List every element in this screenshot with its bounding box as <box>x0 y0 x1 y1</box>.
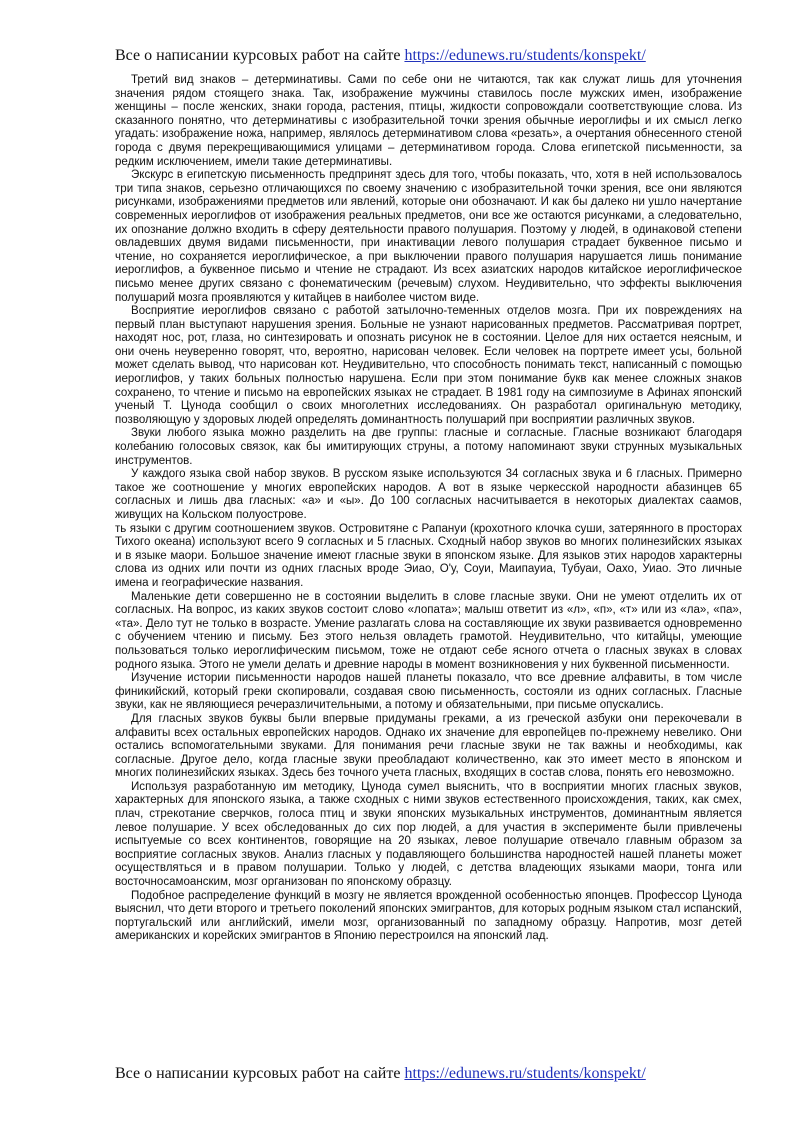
paragraph: Изучение истории письменности народов нашей планеты показало, что все древние алфавиты, в том числе финикийский, который греки скопировали, создавая свою письменность, состояли из одних согласных. Гласные звуки, как не являющиеся речеразличительными, а потому и обязательными, при письме опускались. <box>115 672 742 712</box>
page-footer <box>115 1064 755 1084</box>
footer-link[interactable]: https://edunews.ru/students/konspekt/ <box>404 1065 646 1082</box>
document-body <box>115 74 742 1046</box>
page-header <box>115 46 755 66</box>
paragraph: Используя разработанную им методику, Цунода сумел выяснить, что в восприятии многих гласных звуков, характерных для японского языка, а также сходных с ними звуков естественного происхождения, таких, как смех, плач, стрекотание сверчков, голоса птиц и звуки японских музыкальных инструментов, доминантным является левое полушарие. У всех обследованных до сих пор людей, а для участия в эксперименте были привлечены испытуемые со всех континентов, говорящие на 20 языках, левое полушарие отвечало главным образом за восприятие согласных звуков. Анализ гласных у подавляющего большинства народностей нашей планеты может осуществляться и в правом полушарии. Только у людей, с детства владеющих языками маори, тонга или восточносамоанским, мозг организован по японскому образцу. <box>115 780 742 889</box>
paragraph: Подобное распределение функций в мозгу не является врожденной особенностью японцев. Профессор Цунода выяснил, что дети второго и третьего поколений японских эмигрантов, для которых родным языком стал испанский, португальский или английский, имели мозг, организованный по западному образцу. Напротив, мозг детей американских и корейских эмигрантов в Японию перестроился на японский лад. <box>115 889 742 943</box>
paragraph: Восприятие иероглифов связано с работой затылочно-теменных отделов мозга. При их повреждениях на первый план выступают нарушения зрения. Больные не узнают нарисованных предметов. Рассматривая портрет, находят нос, рот, глаза, но синтезировать и опознать рисунок не в состоянии. Целое для них остается неясным, и они очень неуверенно говорят, что, вероятно, нарисован человек. Если человек на портрете имеет усы, больной может сделать вывод, что нарисован кот. Неудивительно, что способность понимать текст, написанный с помощью иероглифов, у таких больных полностью нарушена. Если при этом понимание букв как менее сложных знаков сохранено, то чтение и письмо на европейских языках не страдает. В 1981 году на симпозиуме в Афинах японский ученый Т. Цунода сообщил о своих многолетних исследованиях. Он разработал оригинальную методику, позволяющую у здоровых людей определять доминантность полушарий при восприятии различных звуков. <box>115 305 742 426</box>
paragraph: Звуки любого языка можно разделить на две группы: гласные и согласные. Гласные возникают благодаря колебанию голосовых связок, как бы имитирующих струны, а потому напоминают звуки струнных музыкальных инструментов. <box>115 427 742 467</box>
paragraph: Третий вид знаков – детерминативы. Сами по себе они не читаются, так как служат лишь для уточнения значения рядом стоящего знака. Так, изображение мужчины ставилось после мужских имен, изображение женщины – после женских, знаки города, растения, птицы, жидкости сопровождали соответствующие слова. Из сказанного понятно, что детерминативы с изобразительной точки зрения обычные иероглифы и их смысл легко угадать: изображение ножа, например, являлось детерминативом слова «резать», а очертания обнесенного стеной города с двумя перекрещивающимися улицами – детерминативом города. Слова египетской письменности, за редким исключением, имели такие детерминативы. <box>115 74 742 168</box>
paragraph: У каждого языка свой набор звуков. В русском языке используются 34 согласных звука и 6 гласных. Примерно такое же соотношение у многих европейских народов. А вот в языке черкесской народности абазинцев 65 согласных и лишь два гласных: «а» и «ы». До 100 согласных насчитывается в некоторых диалектах саамов, живущих на Кольском полуострове. <box>115 468 742 521</box>
header-text: Все о написании курсовых работ на сайте <box>115 47 405 64</box>
paragraph: Маленькие дети совершенно не в состоянии выделить в слове гласные звуки. Они не умеют отделить их от согласных. На вопрос, из каких звуков состоит слово «лопата»; малыш ответит из «л», «п», «т» или из «ла», «па», «та». Дело тут не только в возрасте. Умение разлагать слова на составляющие их звуки развивается одновременно с обучением чтению и письму. Без этого нельзя овладеть грамотой. Неудивительно, что китайцы, умеющие пользоваться только иероглифическим письмом, тоже не отдают себе ясного отчета о гласных звуках в словах родного языка. Этого не умели делать и древние народы в момент возникновения у них буквенной письменности. <box>115 590 742 671</box>
paragraph: Экскурс в египетскую письменность предпринят здесь для того, чтобы показать, что, хотя в ней использовалось три типа знаков, серьезно отличающихся по своему значению с изобразительной точки зрения, все они являются рисунками, изображениями предметов или явлений, которые они обозначают. И как бы далеко ни ушло начертание современных иероглифов от изображения реальных предметов, они все же остаются рисунками, а следовательно, их опознание должно входить в сферу деятельности правого полушария. Поэтому у людей, в одинаковой степени овладевших двумя видами письменности, при инактивации левого полушария страдает буквенное письмо и чтение, но сохраняется иероглифическое, а при выключении правого полушария нарушается лишь понимание иероглифов, а буквенное письмо и чтение не страдают. Из всех азиатских народов китайское иероглифическое письмо менее других связано с фонематическим (речевым) слухом. Неудивительно, что эффекты выключения полушарий мозга проявляются у китайцев в наиболее чистом виде. <box>115 169 742 304</box>
paragraph: Для гласных звуков буквы были впервые придуманы греками, а из греческой азбуки они перекочевали в алфавиты всех остальных европейских народов. Однако их значение для европейцев по-прежнему невелико. Они остались вспомогательными звуками. Для понимания речи гласные звуки не так важны и необходимы, как согласные. Другое дело, когда гласные звуки преобладают количественно, как это имеет место в японском и многих полинезийских языках. Здесь без точного учета гласных, входящих в состав слова, понять его невозможно. <box>115 712 742 780</box>
header-link[interactable]: https://edunews.ru/students/konspekt/ <box>404 47 646 64</box>
paragraph: ть языки с другим соотношением звуков. Островитяне с Рапануи (крохотного клочка суши, затерянного в просторах Тихого океана) используют всего 9 согласных и 5 гласных. Сходный набор звуков во многих полинезийских языках и в языке маори. Большое значение имеют гласные звуки в японском языке. Для языков этих народов характерны слова из одних или почти из одних гласных вроде Эиао, О'у, Соуи, Маипауиа, Тубуаи, Оахо, Уиао. Это личные имена и географические названия. <box>115 522 742 589</box>
footer-text: Все о написании курсовых работ на сайте <box>115 1065 405 1082</box>
